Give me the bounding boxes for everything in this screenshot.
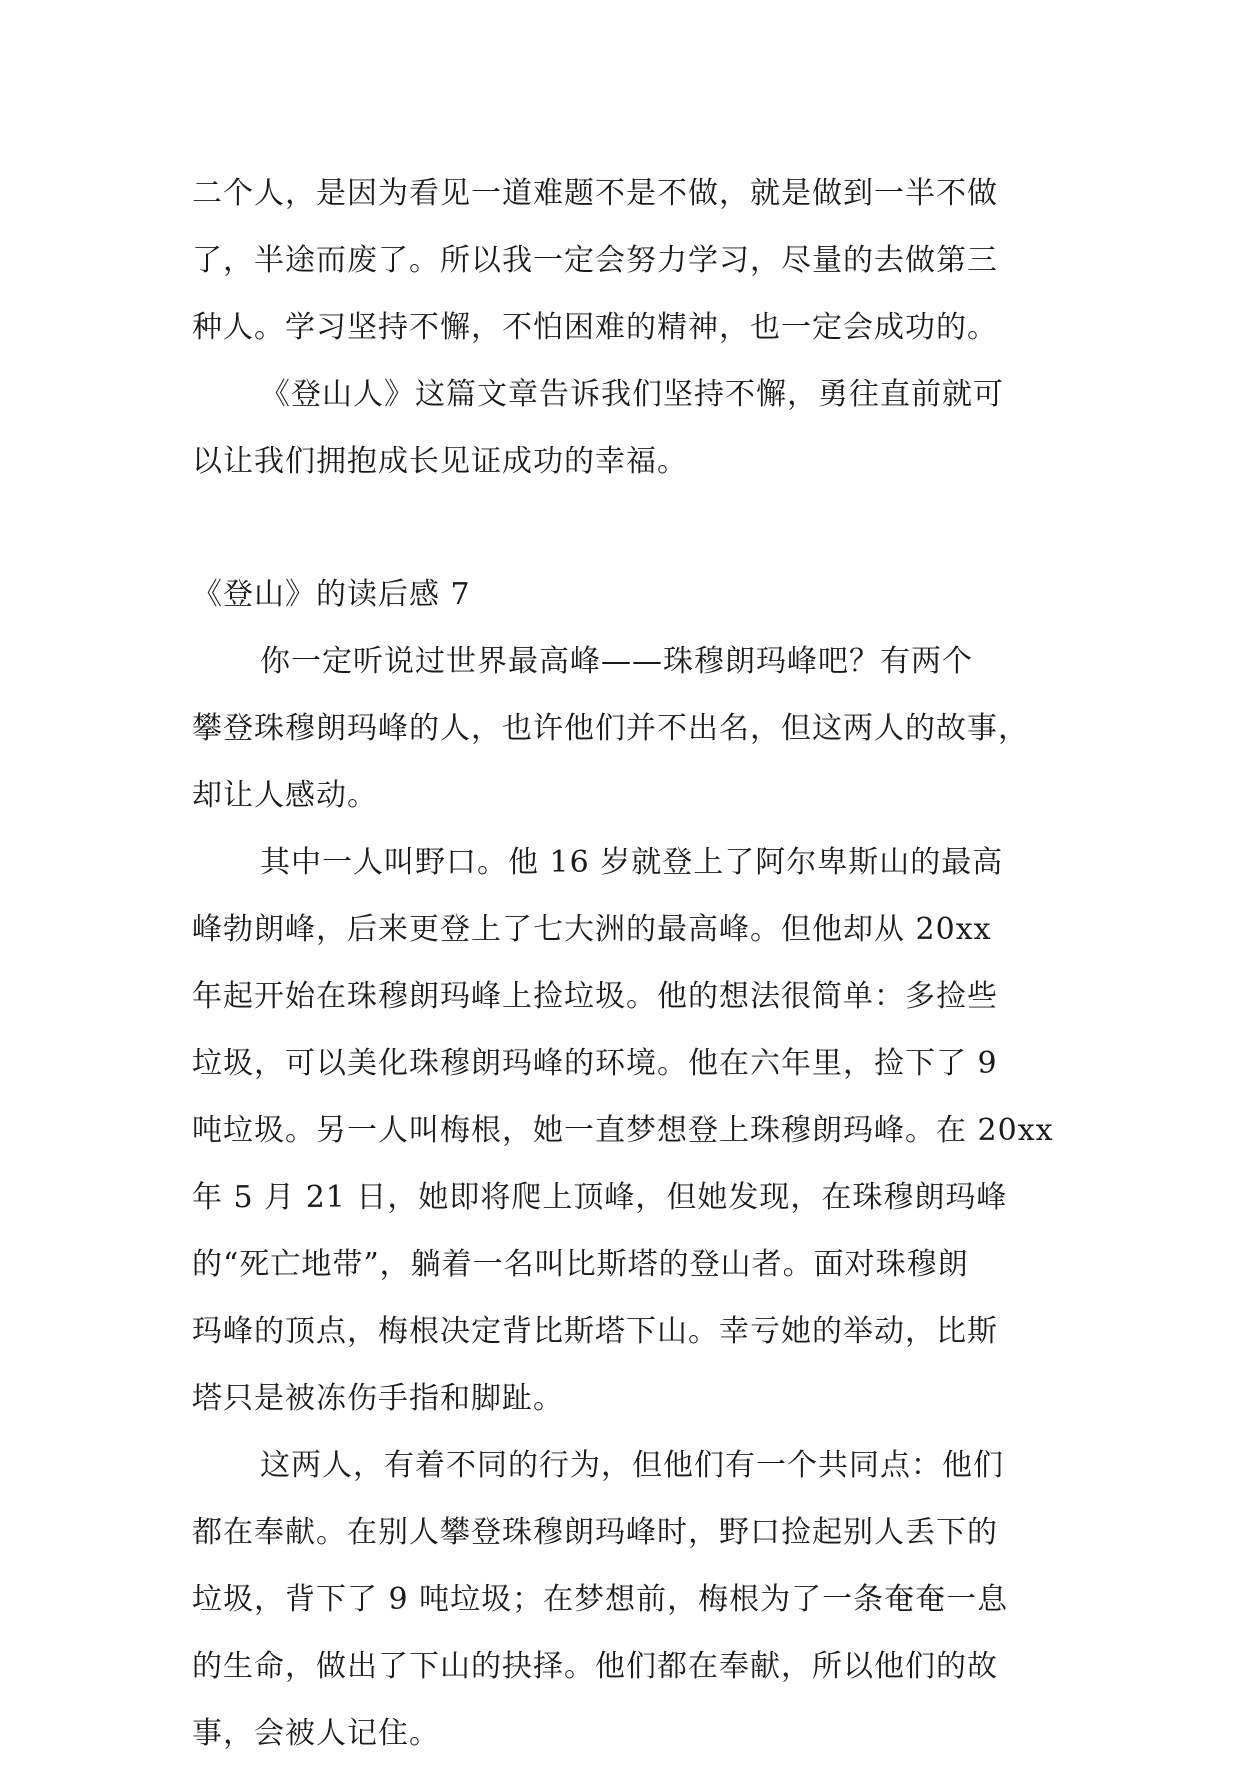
bottom-paragraphs [192,628,1052,1767]
text-line: 都在奉献。在别人攀登珠穆朗玛峰时，野口捡起别人丢下的 [192,1515,998,1550]
paragraph [192,361,1052,495]
text-line: 塔只是被冻伤手指和脚趾。 [192,1381,564,1416]
text-line: 种人。学习坚持不懈，不怕困难的精神，也一定会成功的。 [192,310,998,345]
text-line: 年起开始在珠穆朗玛峰上捡垃圾。他的想法很简单：多捡些 [192,979,998,1014]
paragraph [192,829,1052,1432]
document-body [192,160,1052,1767]
text-line: 年 5 月 21 日，她即将爬上顶峰，但她发现，在珠穆朗玛峰 [192,1180,1008,1215]
text-line: 吨垃圾。另一人叫梅根，她一直梦想登上珠穆朗玛峰。在 20xx [192,1113,1054,1148]
section-title: 《登山》的读后感 7 [192,577,471,612]
text-line: 的生命，做出了下山的抉择。他们都在奉献，所以他们的故 [192,1649,998,1684]
text-line: 事，会被人记住。 [192,1716,440,1751]
text-line: 这两人，有着不同的行为，但他们有一个共同点：他们 [260,1448,1004,1483]
paragraph [192,1432,1052,1767]
paragraph [192,160,1052,361]
text-line: 《登山人》这篇文章告诉我们坚持不懈，勇往直前就可 [260,377,1004,412]
text-line: 垃圾，背下了 9 吨垃圾；在梦想前，梅根为了一条奄奄一息 [192,1582,1009,1617]
text-line: 垃圾，可以美化珠穆朗玛峰的环境。他在六年里，捡下了 9 [192,1046,998,1081]
text-line: 你一定听说过世界最高峰——珠穆朗玛峰吧？有两个 [260,644,973,679]
text-line: 攀登珠穆朗玛峰的人，也许他们并不出名，但这两人的故事， [192,711,1029,746]
text-line: 二个人，是因为看见一道难题不是不做，就是做到一半不做 [192,176,998,211]
text-line: 其中一人叫野口。他 16 岁就登上了阿尔卑斯山的最高 [260,845,1004,880]
section-spacer [192,495,1052,561]
text-line: 的“死亡地带”，躺着一名叫比斯塔的登山者。面对珠穆朗 [192,1247,969,1282]
paragraph [192,628,1052,829]
text-line: 峰勃朗峰，后来更登上了七大洲的最高峰。但他却从 20xx [192,912,992,947]
text-line: 玛峰的顶点，梅根决定背比斯塔下山。幸亏她的举动，比斯 [192,1314,998,1349]
top-paragraphs [192,160,1052,495]
text-line: 却让人感动。 [192,778,378,813]
text-line: 以让我们拥抱成长见证成功的幸福。 [192,444,688,479]
text-line: 了，半途而废了。所以我一定会努力学习，尽量的去做第三 [192,243,998,278]
